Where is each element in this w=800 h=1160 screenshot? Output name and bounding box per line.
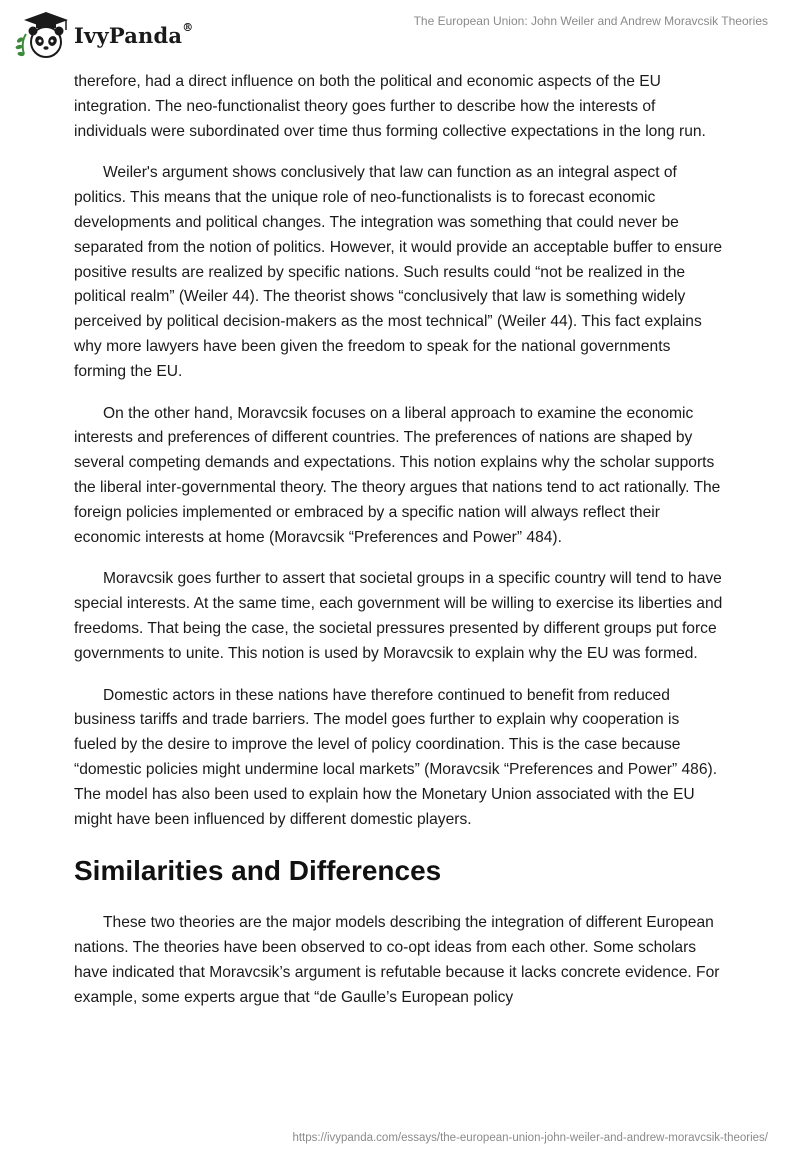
paragraph-4: Moravcsik goes further to assert that societal groups in a specific country will tend to have special interests. At the same time, each government will be willing to exercise its liberties and freedoms. That being the case, the societal pressures presented by different groups put force governments to unite. This notion is used by Moravcsik to explain why the EU was formed.	[74, 570, 723, 662]
logo-wordmark: IvyPanda®	[74, 20, 194, 48]
paragraph-2: Weiler's argument shows conclusively that law can function as an integral aspect of politics. This means that the unique role of neo-functionalists is to forecast economic developments and political changes. The integration was something that could never be separated from the notion of politics. However, it would provide an acceptable buffer to ensure positive results are realized by specific nations. Such results could “not be realized in the political realm” (Weiler 44). The theorist shows “conclusively that law is something widely perceived by political decision-makers as the most technical” (Weiler 44). This fact explains why more lawyers have been given the freedom to speak for the national governments forming the EU.	[74, 164, 723, 380]
paragraph-5: Domestic actors in these nations have therefore continued to benefit from reduced business tariffs and trade barriers. The model goes further to explain why cooperation is fueled by the desire to improve the level of policy coordination. This is the case because “domestic policies might undermine local markets” (Moravcsik “Preferences and Power” 486). The model has also been used to explain how the Monetary Union associated with the EU might have been influenced by different domestic players.	[74, 686, 718, 828]
paragraph-6: These two theories are the major models describing the integration of different European nations. The theories have been observed to co-opt ideas from each other. Some scholars have indicated that Moravcsik’s argument is refutable because it lacks concrete evidence. For example, some experts argue that “de Gaulle’s European policy	[74, 914, 720, 1006]
source-url[interactable]: https://ivypanda.com/essays/the-european-union-john-weiler-and-andrew-moravcsik-theories/	[292, 1132, 768, 1144]
paragraph-1: therefore, had a direct influence on both the political and economic aspects of the EU integration. The neo-functionalist theory goes further to describe how the interests of individuals were subordinated over time thus forming collective expectations in the long run.	[74, 73, 706, 140]
section-heading: Similarities and Differences	[74, 855, 442, 887]
ivypanda-logo[interactable]	[14, 10, 193, 60]
essay-body	[74, 70, 724, 1028]
panda-graduate-icon	[14, 10, 70, 60]
document-title: The European Union: John Weiler and Andrew Moravcsik Theories	[413, 14, 768, 28]
paragraph-3: On the other hand, Moravcsik focuses on a liberal approach to examine the economic interests and preferences of different countries. The preferences of nations are shaped by several competing demands and expectations. This notion explains why the scholar supports the liberal inter-governmental theory. The theory argues that nations tend to act rationally. The foreign policies implemented or embraced by a specific nation will always reflect their economic interests at home (Moravcsik “Preferences and Power” 484).	[74, 404, 721, 546]
page-header	[0, 0, 800, 70]
